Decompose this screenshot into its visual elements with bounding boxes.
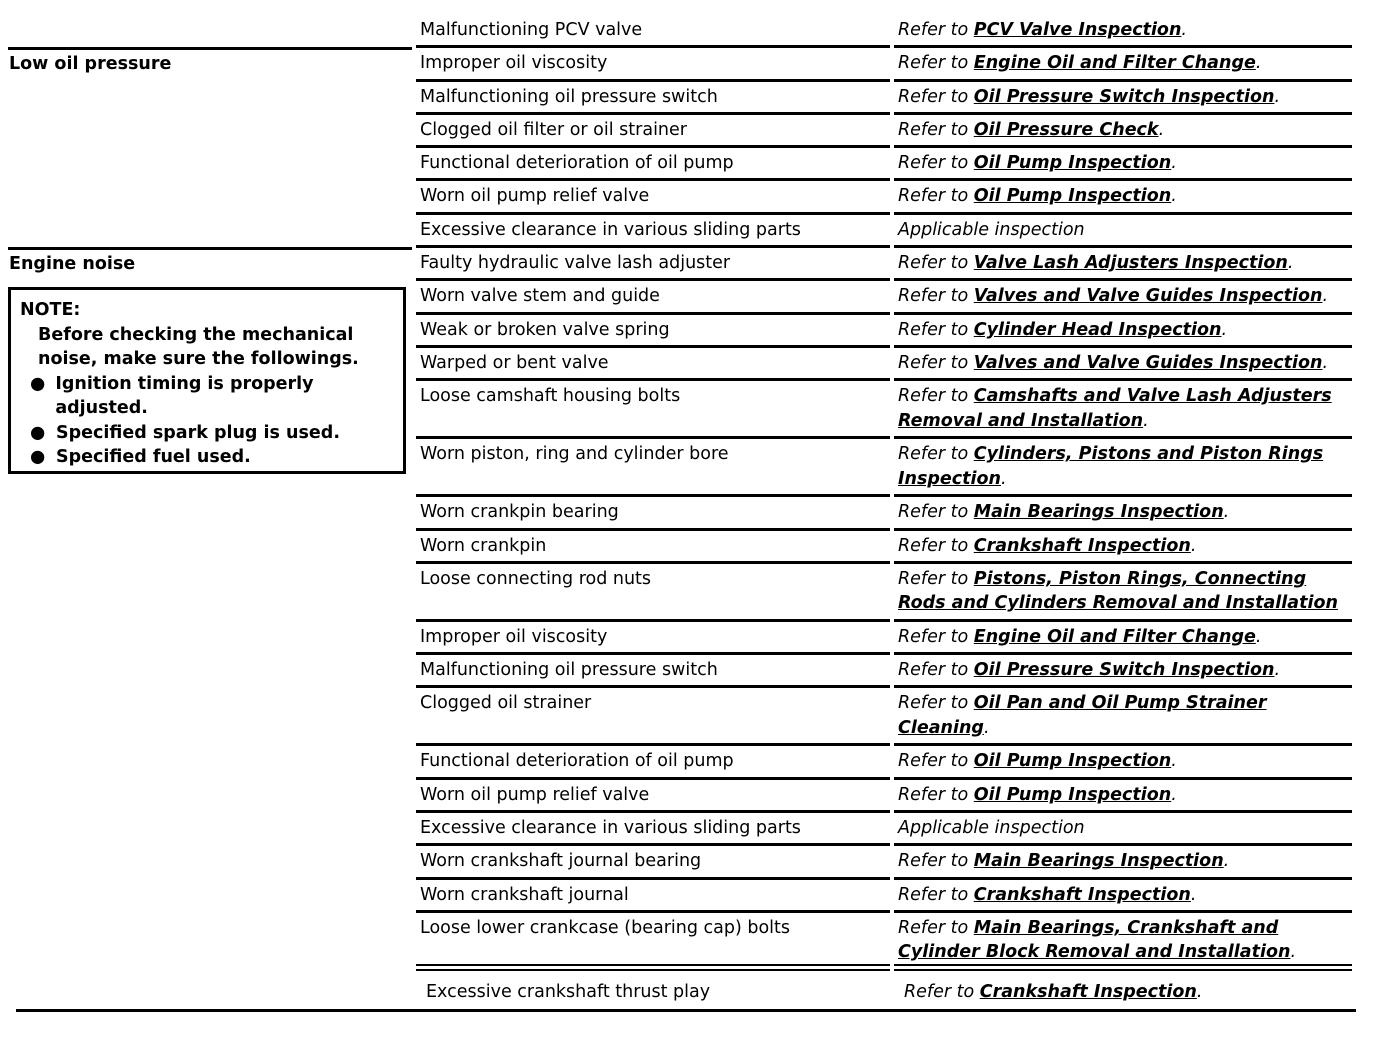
cause-cell: Clogged oil strainer bbox=[416, 688, 890, 746]
remedy-cell bbox=[894, 564, 1352, 622]
remedy-prefix: Applicable inspection bbox=[898, 219, 1085, 240]
cause-cell: Worn valve stem and guide bbox=[416, 281, 890, 314]
cause-cell: Improper oil viscosity bbox=[416, 622, 890, 655]
remedy-cell bbox=[894, 971, 1352, 1011]
remedy-link[interactable]: Oil Pressure Check bbox=[973, 119, 1159, 140]
remedy-prefix: Refer to bbox=[898, 535, 974, 556]
remedy-cell bbox=[894, 531, 1352, 564]
remedy-suffix: . bbox=[1143, 410, 1149, 431]
remedy-suffix: . bbox=[1171, 186, 1177, 207]
remedy-suffix: . bbox=[1255, 53, 1262, 74]
remedy-suffix: . bbox=[1290, 942, 1297, 963]
cause-cell: Worn crankshaft journal bearing bbox=[416, 846, 890, 879]
cause-remedy-table bbox=[416, 15, 1352, 1011]
table-row bbox=[416, 315, 1352, 348]
table-row bbox=[416, 846, 1352, 879]
remedy-link[interactable]: Oil Pump Inspection bbox=[973, 751, 1172, 772]
cause-cell: Clogged oil filter or oil strainer bbox=[416, 115, 890, 148]
remedy-link[interactable]: Cylinder Head Inspection bbox=[973, 319, 1222, 340]
table-row bbox=[416, 564, 1352, 622]
remedy-cell bbox=[894, 622, 1352, 655]
table-row bbox=[416, 48, 1352, 81]
bullet-icon: ● bbox=[30, 422, 46, 443]
remedy-prefix: Refer to bbox=[904, 981, 980, 1002]
cause-cell: Functional deterioration of oil pump bbox=[416, 746, 890, 779]
remedy-link[interactable]: Oil Pressure Switch Inspection bbox=[973, 660, 1275, 681]
remedy-link[interactable]: PCV Valve Inspection bbox=[973, 20, 1182, 40]
table-row bbox=[416, 531, 1352, 564]
table-row bbox=[416, 913, 1352, 971]
remedy-link[interactable]: Cylinders, Pistons and Piston Rings Inspection bbox=[898, 444, 1324, 489]
remedy-prefix: Refer to bbox=[898, 751, 974, 772]
remedy-prefix: Refer to bbox=[898, 153, 974, 174]
remedy-link[interactable]: Valves and Valve Guides Inspection bbox=[973, 286, 1323, 307]
remedy-cell bbox=[894, 281, 1352, 314]
remedy-prefix: Applicable inspection bbox=[898, 818, 1085, 839]
note-box bbox=[8, 287, 406, 474]
remedy-cell bbox=[894, 381, 1352, 439]
remedy-link[interactable]: Engine Oil and Filter Change bbox=[973, 626, 1256, 647]
cause-cell: Loose connecting rod nuts bbox=[416, 564, 890, 622]
remedy-prefix: Refer to bbox=[898, 851, 974, 872]
remedy-prefix: Refer to bbox=[898, 502, 974, 523]
remedy-suffix: . bbox=[1171, 153, 1177, 174]
remedy-suffix: . bbox=[1274, 660, 1281, 681]
remedy-link[interactable]: Crankshaft Inspection bbox=[973, 884, 1191, 905]
remedy-prefix: Refer to bbox=[898, 319, 974, 340]
cause-cell: Warped or bent valve bbox=[416, 348, 890, 381]
note-item: ● Specified fuel used. bbox=[20, 445, 403, 470]
remedy-cell bbox=[894, 348, 1352, 381]
remedy-link[interactable]: Camshafts and Valve Lash Adjusters Removal and Installation bbox=[898, 386, 1332, 431]
remedy-suffix: . bbox=[1190, 535, 1197, 556]
remedy-cell bbox=[894, 880, 1352, 913]
cause-cell: Excessive clearance in various sliding parts bbox=[416, 215, 890, 248]
table-row bbox=[416, 746, 1352, 779]
cause-cell: Worn oil pump relief valve bbox=[416, 181, 890, 214]
table-row bbox=[416, 655, 1352, 688]
remedy-link[interactable]: Oil Pressure Switch Inspection bbox=[973, 86, 1275, 107]
remedy-prefix: Refer to bbox=[898, 884, 974, 905]
remedy-cell bbox=[894, 115, 1352, 148]
table-row bbox=[416, 248, 1352, 281]
remedy-suffix: . bbox=[1223, 502, 1230, 523]
table-row bbox=[416, 82, 1352, 115]
remedy-suffix: . bbox=[1196, 981, 1203, 1002]
remedy-link[interactable]: Oil Pump Inspection bbox=[973, 784, 1172, 805]
table-row bbox=[416, 381, 1352, 439]
cause-cell: Malfunctioning oil pressure switch bbox=[416, 82, 890, 115]
remedy-suffix: . bbox=[1287, 253, 1294, 274]
table-row bbox=[416, 622, 1352, 655]
remedy-link[interactable]: Oil Pan and Oil Pump Strainer Cleaning bbox=[898, 693, 1267, 738]
remedy-suffix: . bbox=[1181, 20, 1187, 40]
table-row bbox=[416, 348, 1352, 381]
divider bbox=[8, 247, 412, 250]
table-row bbox=[416, 281, 1352, 314]
remedy-link[interactable]: Crankshaft Inspection bbox=[973, 535, 1191, 556]
remedy-link[interactable]: Valves and Valve Guides Inspection bbox=[973, 352, 1323, 373]
note-item: ● Specified spark plug is used. bbox=[20, 421, 403, 446]
cause-cell: Worn crankpin bbox=[416, 531, 890, 564]
remedy-prefix: Refer to bbox=[898, 253, 974, 274]
remedy-cell bbox=[894, 148, 1352, 181]
note-list bbox=[20, 372, 403, 470]
note-body: Before checking the mechanical noise, make sure the followings. bbox=[38, 324, 359, 369]
remedy-link[interactable]: Main Bearings Inspection bbox=[973, 502, 1224, 523]
remedy-prefix: Refer to bbox=[898, 286, 974, 307]
bullet-icon: ● bbox=[30, 373, 46, 394]
remedy-cell bbox=[894, 688, 1352, 746]
divider bbox=[8, 47, 412, 50]
cause-cell: Malfunctioning PCV valve bbox=[416, 15, 890, 48]
remedy-suffix: . bbox=[1322, 352, 1329, 373]
remedy-cell bbox=[894, 655, 1352, 688]
table-row bbox=[416, 780, 1352, 813]
note-title: NOTE: bbox=[20, 300, 81, 320]
remedy-prefix: Refer to bbox=[898, 660, 974, 681]
remedy-link[interactable]: Crankshaft Inspection bbox=[979, 981, 1197, 1002]
remedy-suffix: . bbox=[1255, 626, 1262, 647]
remedy-cell bbox=[894, 846, 1352, 879]
remedy-prefix: Refer to bbox=[898, 626, 974, 647]
table-row bbox=[416, 115, 1352, 148]
table-bottom-rule bbox=[16, 1009, 1356, 1012]
remedy-suffix: . bbox=[1190, 884, 1197, 905]
remedy-prefix: Refer to bbox=[898, 352, 974, 373]
table-row bbox=[416, 215, 1352, 248]
note-item: ● Ignition timing is properly adjusted. bbox=[20, 372, 403, 421]
cause-cell: Loose camshaft housing bolts bbox=[416, 381, 890, 439]
remedy-link[interactable]: Pistons, Piston Rings, Connecting Rods and Cylinders Removal and Installation bbox=[898, 568, 1338, 614]
remedy-cell bbox=[894, 497, 1352, 530]
remedy-cell bbox=[894, 248, 1352, 281]
table-row bbox=[416, 688, 1352, 746]
table-row bbox=[416, 813, 1352, 846]
remedy-link[interactable]: Oil Pump Inspection bbox=[973, 153, 1172, 174]
cause-cell: Excessive crankshaft thrust play bbox=[426, 981, 711, 1002]
remedy-prefix: Refer to bbox=[898, 186, 974, 207]
remedy-cell bbox=[894, 215, 1352, 248]
table-row bbox=[416, 497, 1352, 530]
cause-cell: Worn piston, ring and cylinder bore bbox=[416, 439, 890, 497]
bullet-icon: ● bbox=[30, 447, 46, 467]
remedy-cell bbox=[894, 48, 1352, 81]
cause-cell: Worn crankpin bearing bbox=[416, 497, 890, 530]
remedy-prefix: Refer to bbox=[898, 53, 974, 74]
table-row bbox=[416, 880, 1352, 913]
table-row bbox=[416, 439, 1352, 497]
remedy-prefix: Refer to bbox=[898, 693, 974, 714]
remedy-link[interactable]: Oil Pump Inspection bbox=[973, 186, 1172, 207]
cause-cell: Excessive clearance in various sliding parts bbox=[416, 813, 890, 846]
remedy-suffix: . bbox=[1322, 286, 1329, 307]
remedy-prefix: Refer to bbox=[898, 568, 974, 589]
remedy-prefix: Refer to bbox=[898, 444, 974, 465]
remedy-link[interactable]: Main Bearings Inspection bbox=[973, 851, 1224, 872]
remedy-prefix: Refer to bbox=[898, 119, 974, 140]
cause-cell: Improper oil viscosity bbox=[416, 48, 890, 81]
remedy-suffix: . bbox=[1171, 784, 1177, 805]
remedy-cell bbox=[894, 15, 1352, 48]
cause-cell: Weak or broken valve spring bbox=[416, 315, 890, 348]
remedy-cell bbox=[894, 813, 1352, 846]
cause-cell: Malfunctioning oil pressure switch bbox=[416, 655, 890, 688]
remedy-cell bbox=[894, 439, 1352, 497]
remedy-link[interactable]: Valve Lash Adjusters Inspection bbox=[973, 253, 1288, 274]
cause-cell: Loose lower crankcase (bearing cap) bolts bbox=[416, 913, 890, 971]
remedy-cell bbox=[894, 82, 1352, 115]
remedy-prefix: Refer to bbox=[898, 86, 974, 107]
remedy-cell bbox=[894, 746, 1352, 779]
cause-cell: Faulty hydraulic valve lash adjuster bbox=[416, 248, 890, 281]
symptom-low-oil-pressure: Low oil pressure bbox=[9, 54, 172, 74]
remedy-prefix: Refer to bbox=[898, 386, 974, 407]
remedy-prefix: Refer to bbox=[898, 917, 974, 938]
table-row bbox=[416, 971, 1352, 1011]
remedy-suffix: . bbox=[1274, 86, 1281, 107]
remedy-suffix: . bbox=[1001, 468, 1007, 489]
table-row bbox=[416, 148, 1352, 181]
cause-cell: Functional deterioration of oil pump bbox=[416, 148, 890, 181]
symptom-engine-noise: Engine noise bbox=[9, 254, 136, 274]
remedy-link[interactable]: Main Bearings, Crankshaft and Cylinder Block Removal and Installation bbox=[898, 917, 1291, 963]
remedy-cell bbox=[894, 913, 1352, 971]
remedy-suffix: . bbox=[1221, 319, 1228, 340]
remedy-link[interactable]: Engine Oil and Filter Change bbox=[973, 53, 1256, 74]
remedy-prefix: Refer to bbox=[898, 784, 974, 805]
cause-cell: Worn crankshaft journal bbox=[416, 880, 890, 913]
remedy-suffix: . bbox=[1171, 751, 1177, 772]
remedy-suffix: . bbox=[1158, 119, 1165, 140]
table-row bbox=[416, 181, 1352, 214]
remedy-suffix: . bbox=[1223, 851, 1230, 872]
remedy-prefix: Refer to bbox=[898, 20, 974, 40]
remedy-cell bbox=[894, 315, 1352, 348]
remedy-suffix: . bbox=[983, 717, 990, 738]
remedy-cell bbox=[894, 780, 1352, 813]
remedy-cell bbox=[894, 181, 1352, 214]
cause-cell: Worn oil pump relief valve bbox=[416, 780, 890, 813]
table-row bbox=[416, 15, 1352, 48]
